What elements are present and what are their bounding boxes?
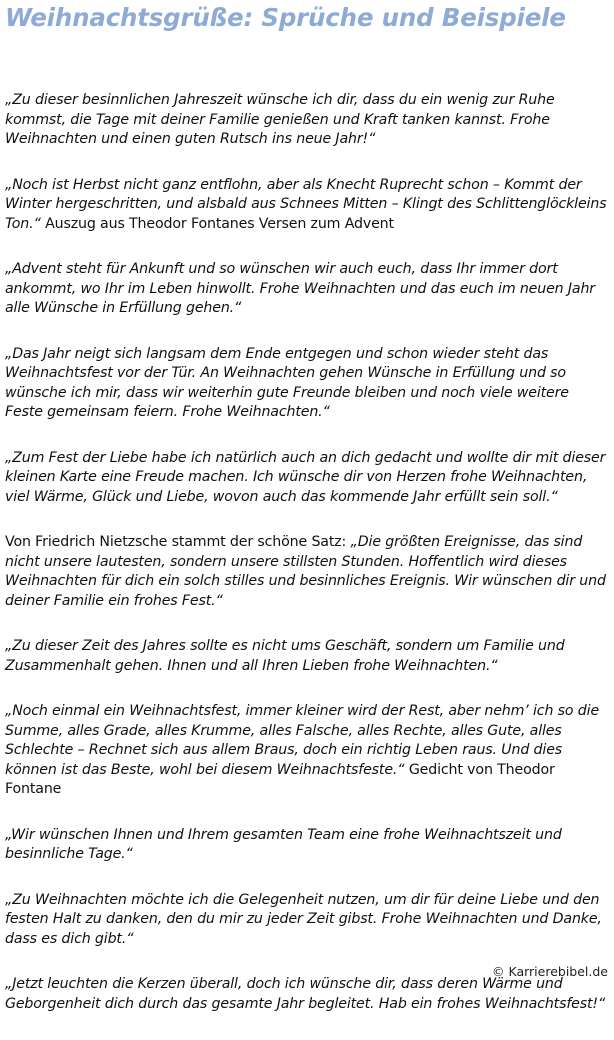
greeting-quote: „Noch ist Herbst nicht ganz entflohn, aber als Knecht Ruprecht schon – Kommt der Winter hergeschritten, und alsbald aus Schnees Mitten – Klingt des Schlittenglöckleins Ton.“: [5, 176, 607, 232]
copyright-notice: © Karrierebibel.de: [492, 964, 608, 979]
page-title: Weihnachtsgrüße: Sprüche und Beispiele: [5, 3, 566, 32]
greeting-lead: Von Friedrich Nietzsche stammt der schöne Satz:: [5, 534, 351, 550]
greeting-quote: „Zum Fest der Liebe habe ich natürlich auch an dich gedacht und wollte dir mit dieser kleinen Karte eine Freude machen. Ich wünsche dir von Herzen frohe Weihnachten, viel Wärme, Glück und Liebe, wovon auch das kommende Jahr erfüllt sein soll.“: [5, 449, 606, 505]
greeting-attribution: Auszug aus Theodor Fontanes Versen zum Advent: [40, 215, 394, 232]
greeting-quote: „Advent steht für Ankunft und so wünschen wir auch euch, dass Ihr immer dort ankommt, wo Ihr im Leben hinwollt. Frohe Weihnachten und das euch im neuen Jahr alle Wünsche in Erfüllung gehen.“: [5, 261, 595, 316]
greeting-quote: „Zu Weihnachten möchte ich die Gelegenheit nutzen, um dir für deine Liebe und den festen Halt zu danken, den du mir zu jeder Zeit gibst. Frohe Weihnachten und Danke, dass es dich gibt.“: [5, 891, 602, 947]
greetings-list: [5, 91, 610, 1040]
greeting-paragraph: [5, 637, 610, 676]
greeting-paragraph: [5, 975, 610, 1014]
greeting-quote: „Jetzt leuchten die Kerzen überall, doch ich wünsche dir, dass deren Wärme und Geborgenheit dich durch das gesamte Jahr begleitet. Hab ein frohes Weihnachtsfest!“: [5, 976, 606, 1012]
greeting-quote: „Zu dieser Zeit des Jahres sollte es nicht ums Geschäft, sondern um Familie und Zusammenhalt gehen. Ihnen und all Ihren Lieben frohe Weihnachten.“: [5, 638, 565, 674]
greeting-paragraph: [5, 260, 610, 319]
greeting-quote: „Noch einmal ein Weihnachtsfest, immer kleiner wird der Rest, aber nehm’ ich so die Summe, alles Grade, alles Krumme, alles Falsche, alles Rechte, alles Gute, alles Schlechte – Rechnet sich aus allem Braus, doch ein richtig Leben raus. Und dies können ist das Beste, wohl bei diesem Weihnachtsfeste.“: [5, 703, 600, 778]
greeting-paragraph: [5, 449, 610, 508]
greeting-paragraph: [5, 533, 610, 611]
greeting-quote: „Die größten Ereignisse, das sind nicht unsere lautesten, sondern unsere stillsten Stunden. Hoffentlich wird dieses Weihnachten für dich ein solch stilles und besinnliches Ereignis. Wir wünschen dir und deiner Familie ein frohes Fest.“: [5, 534, 606, 609]
greeting-paragraph: [5, 345, 610, 423]
greeting-paragraph: [5, 176, 610, 235]
greeting-quote: „Das Jahr neigt sich langsam dem Ende entgegen und schon wieder steht das Weihnachtsfest vor der Tür. An Weihnachten gehen Wünsche in Erfüllung und so wünsche ich mir, dass wir weiterhin gute Freunde bleiben und noch viele weitere Feste gemeinsam feiern. Frohe Weihnachten.“: [5, 345, 569, 420]
greeting-paragraph: [5, 702, 610, 800]
greeting-attribution: Gedicht von Theodor Fontane: [5, 761, 555, 797]
greeting-quote: „Zu dieser besinnlichen Jahreszeit wünsche ich dir, dass du ein wenig zur Ruhe kommst, die Tage mit deiner Familie genießen und Kraft tanken kannst. Frohe Weihnachten und einen guten Rutsch ins neue Jahr!“: [5, 92, 555, 147]
greeting-paragraph: [5, 826, 610, 865]
greeting-paragraph: [5, 91, 610, 150]
greeting-quote: „Wir wünschen Ihnen und Ihrem gesamten Team eine frohe Weihnachtszeit und besinnliche Tage.“: [5, 826, 562, 862]
greeting-paragraph: [5, 891, 610, 950]
